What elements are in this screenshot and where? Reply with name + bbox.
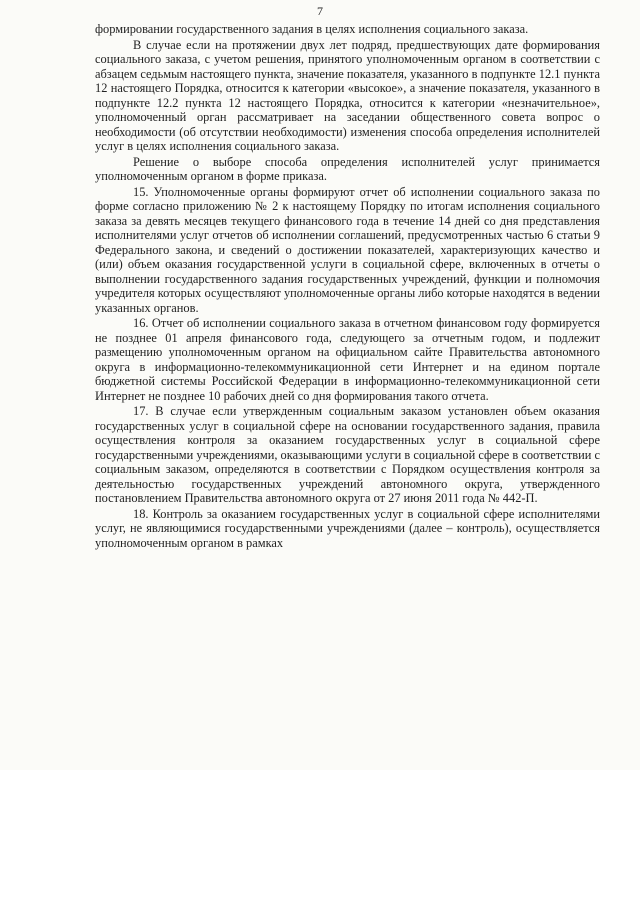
paragraph: В случае если на протяжении двух лет подряд, предшествующих дате формирования социального заказа, с учетом решения, принятого уполномоченным органом в соответствии с абзацем седьмым настоящего пункта, значение показателя, указанного в подпункте 12.1 пункта 12 настоящего Порядка, относится к категории «высокое», а значение показателя, указанного в подпункте 12.2 пункта 12 настоящего Порядка, относится к категории «незначительное», уполномоченный орган рассматривает на заседании общественного совета вопрос о необходимости (об отсутствии необходимости) изменения способа определения исполнителей услуг в целях исполнения социального заказа. xyxy=(95,37,600,153)
paragraph: Решение о выборе способа определения исполнителей услуг принимается уполномоченным органом в форме приказа. xyxy=(95,154,600,183)
paragraph-item-16: 16. Отчет об исполнении социального заказа в отчетном финансовом году формируется не позднее 01 апреля финансового года, следующего за отчетным годом, и подлежит размещению уполномоченным органом на официальном сайте Правительства автономного округа в информационно-телекоммуникационной сети Интернет и на едином портале бюджетной системы Российской Федерации в информационно-телекоммуникационной сети Интернет не позднее 10 рабочих дней со дня формирования такого отчета. xyxy=(95,316,600,403)
page-bottom-margin xyxy=(0,770,640,905)
paragraph-continuation: формировании государственного задания в целях исполнения социального заказа. xyxy=(95,22,529,36)
paragraph-item-18: 18. Контроль за оказанием государственных услуг в социальной сфере исполнителями услуг, не являющимися государственными учреждениями (далее – контроль), осуществляется уполномоченным органом в рамках xyxy=(95,506,600,550)
document-body xyxy=(95,22,600,550)
page-number: 7 xyxy=(317,4,323,18)
paragraph-item-17: 17. В случае если утвержденным социальным заказом установлен объем оказания государственных услуг в социальной сфере на основании государственного задания, правила осуществления контроля за оказанием государственных услуг в социальной сфере государственными учреждениями, оказывающими услуги в социальной сфере в соответствии с социальным заказом, определяются в соответствии с Порядком осуществления контроля за деятельностью государственных учреждений автономного округа, утвержденного постановлением Правительства автономного округа от 27 июня 2011 года № 442-П. xyxy=(95,404,600,505)
paragraph-item-15: 15. Уполномоченные органы формируют отчет об исполнении социального заказа по форме согласно приложению № 2 к настоящему Порядку по итогам исполнения социального заказа за девять месяцев текущего финансового года в течение 14 дней со дня представления исполнителями услуг отчетов об исполнении соглашений, предусмотренных частью 6 статьи 9 Федерального закона, и сведений о достижении показателей, характеризующих качество и (или) объем оказания государственной услуги в социальной сфере, включенных в отчеты о выполнении государственного задания государственных учреждений, функции и полномочия учредителя которых осуществляют уполномоченные органы либо которые находятся в ведении указанных органов. xyxy=(95,184,600,315)
